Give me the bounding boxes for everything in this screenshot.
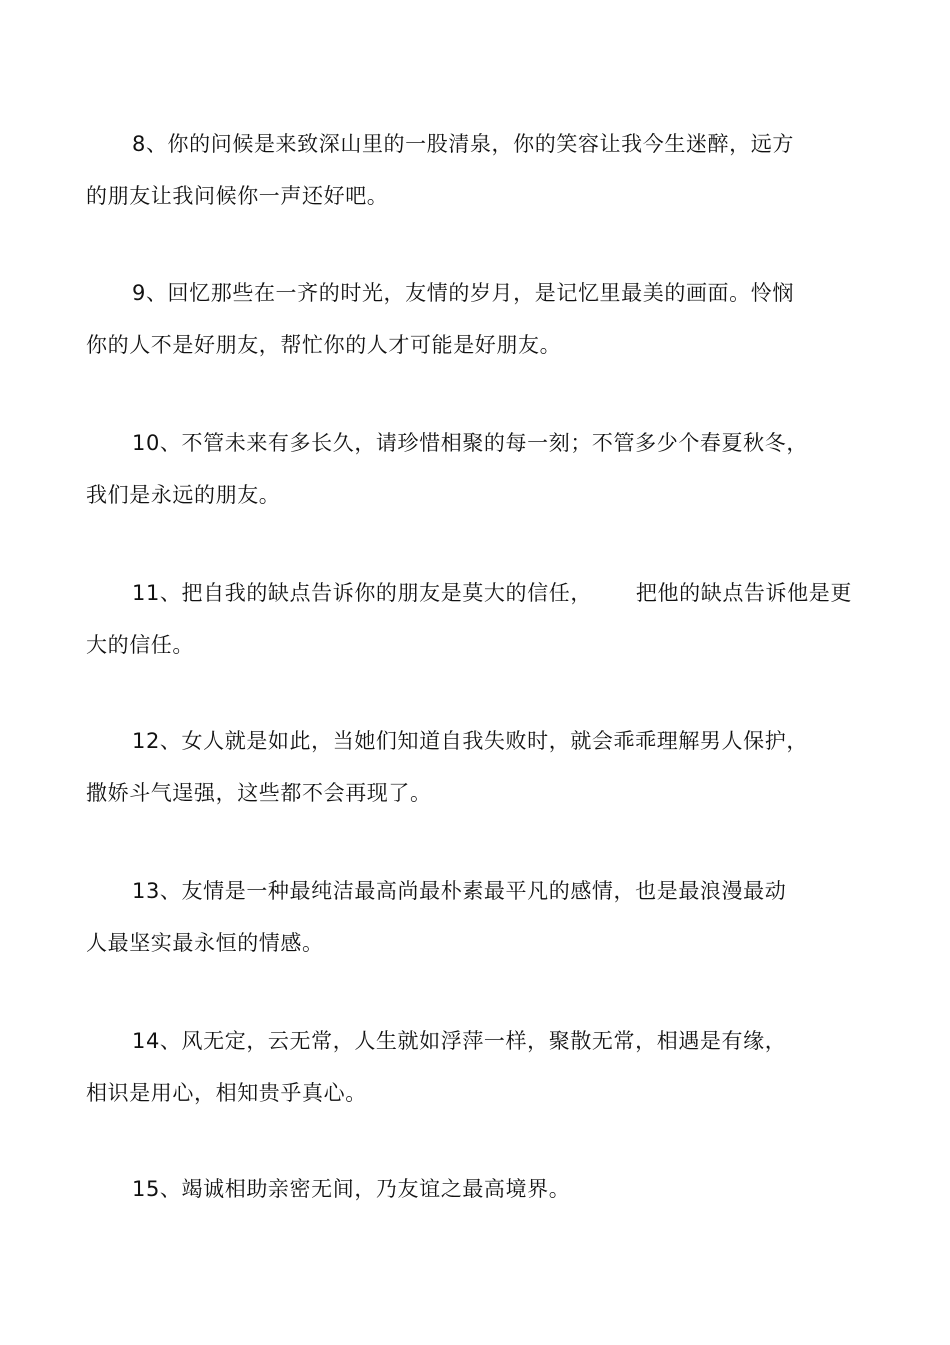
paragraph-line: 8、你的问候是来致深山里的一股清泉，你的笑容让我今生迷醉，远方 [132,132,794,156]
paragraph-line [86,567,876,619]
paragraph-line: 相识是用心，相知贵乎真心。 [86,1081,367,1105]
paragraph-segment: 把他的缺点告诉他是更 [635,581,852,605]
paragraph-13 [86,865,876,969]
paragraph-line: 13、友情是一种最纯洁最高尚最朴素最平凡的感情，也是最浪漫最动 [132,879,787,903]
paragraph-line: 的朋友让我问候你一声还好吧。 [86,184,389,208]
paragraph-line: 15、竭诚相助亲密无间，乃友谊之最高境界。 [132,1177,571,1201]
paragraph-9 [86,267,876,371]
paragraph-line: 14、风无定，云无常，人生就如浮萍一样，聚散无常，相遇是有缘， [132,1029,787,1053]
paragraph-14 [86,1015,876,1119]
paragraph-line: 10、不管未来有多长久，请珍惜相聚的每一刻；不管多少个春夏秋冬， [132,431,808,455]
paragraph-line: 你的人不是好朋友，帮忙你的人才可能是好朋友。 [86,333,562,357]
paragraph-line: 撒娇斗气逞强，这些都不会再现了。 [86,781,432,805]
paragraph-line: 我们是永远的朋友。 [86,483,281,507]
paragraph-line: 9、回忆那些在一齐的时光，友情的岁月，是记忆里最美的画面。怜悯 [132,281,794,305]
paragraph-line: 人最坚实最永恒的情感。 [86,931,324,955]
paragraph-segment: 11、把自我的缺点告诉你的朋友是莫大的信任， [132,581,592,605]
paragraph-line: 大的信任。 [86,633,194,657]
paragraph-15 [86,1163,876,1215]
paragraph-11 [86,567,876,671]
paragraph-10 [86,417,876,521]
paragraph-8 [86,118,876,222]
paragraph-line: 12、女人就是如此，当她们知道自我失败时，就会乖乖理解男人保护， [132,729,808,753]
paragraph-12 [86,715,876,819]
